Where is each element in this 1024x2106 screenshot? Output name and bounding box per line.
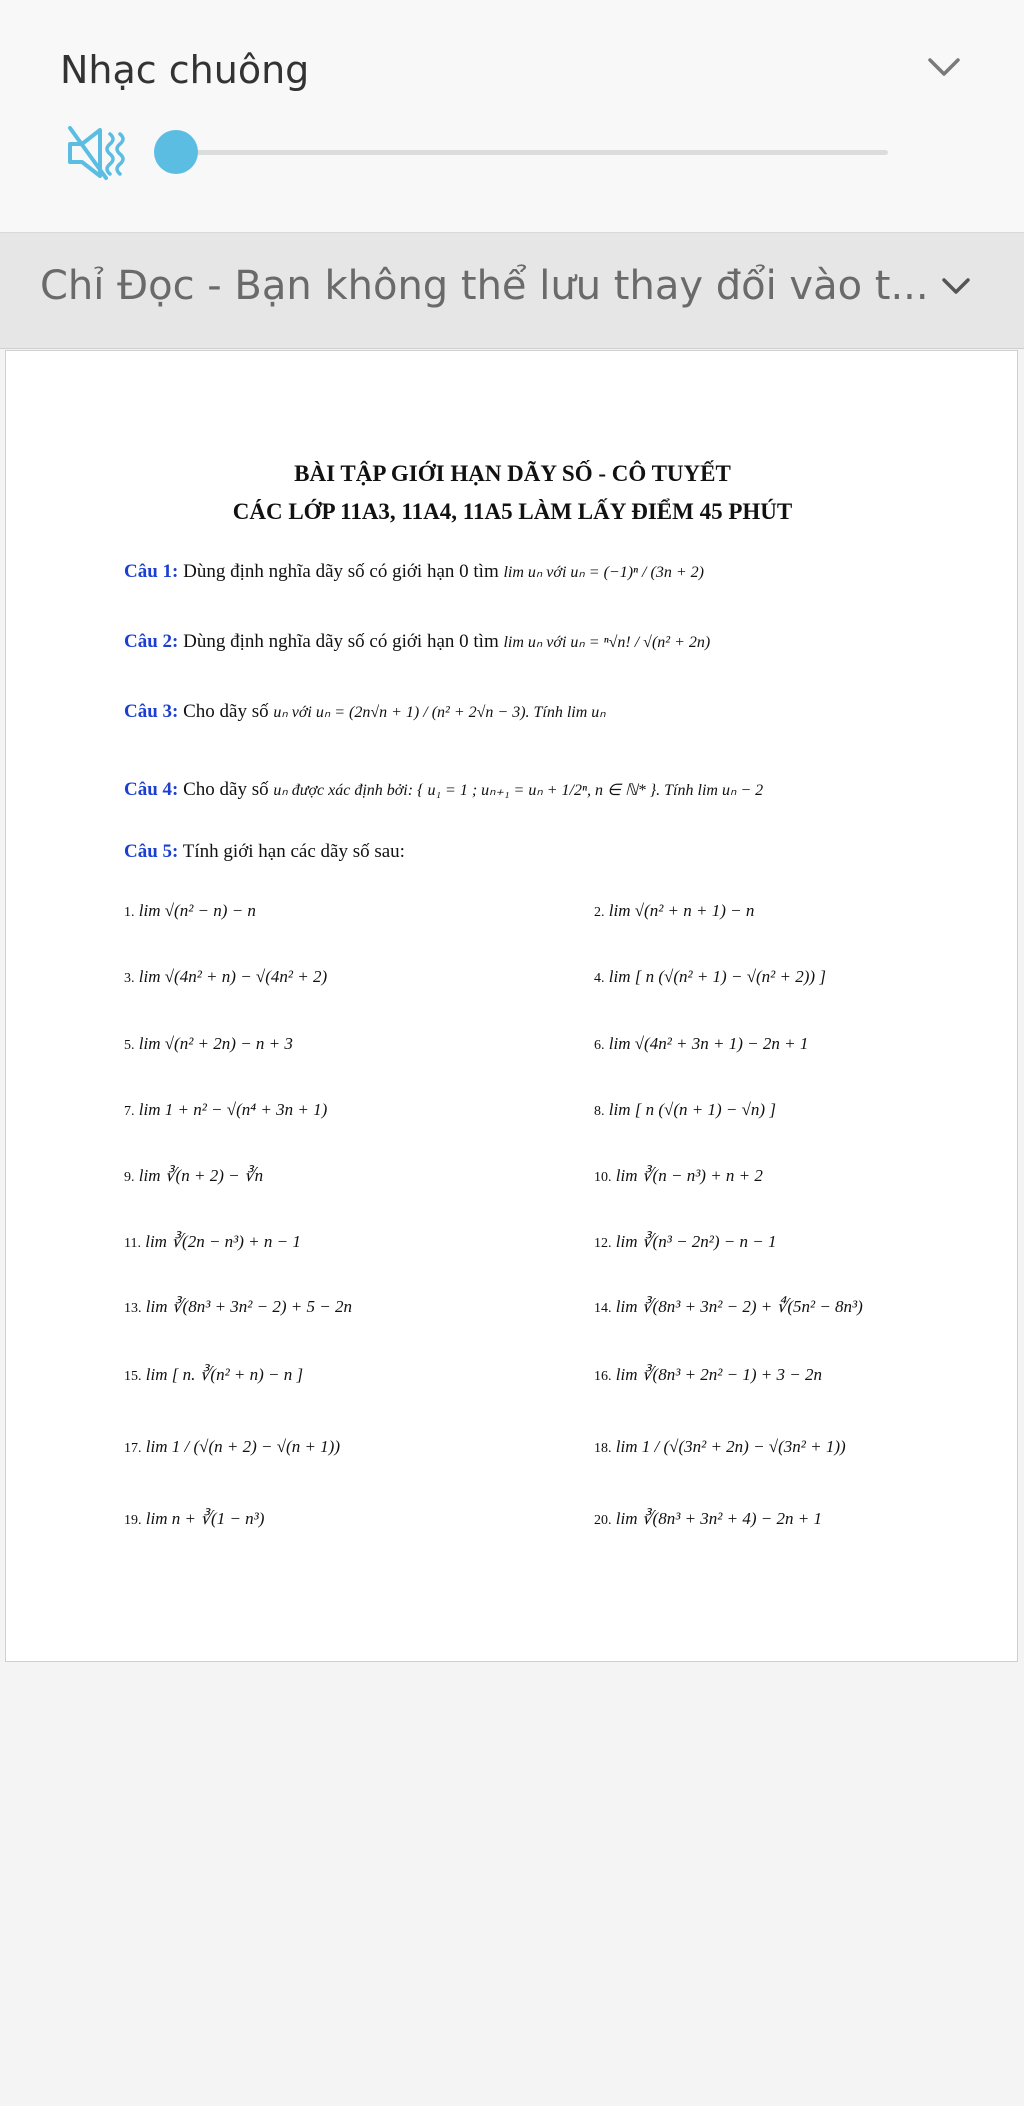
exercise-item	[594, 967, 826, 987]
question-text: Dùng định nghĩa dãy số có giới hạn 0 tìm	[183, 631, 499, 652]
question-text: Cho dãy số	[183, 779, 269, 800]
exercise-number: 6.	[594, 1038, 605, 1053]
question-math: lim uₙ với uₙ = (−1)ⁿ / (3n + 2)	[503, 564, 704, 581]
readonly-banner[interactable]	[0, 233, 1024, 349]
question-math: uₙ được xác định bởi: { u₁ = 1 ; uₙ₊₁ = uₙ + 1/2ⁿ, n ∈ ℕ* }. Tính lim uₙ − 2	[273, 782, 764, 799]
exercise-number: 13.	[124, 1301, 142, 1316]
exercise-item	[124, 1509, 264, 1529]
exercise-expression: lim 1 + n² − √(n⁴ + 3n + 1)	[138, 1100, 328, 1119]
exercise-number: 8.	[594, 1104, 605, 1119]
exercise-expression: lim ∛(2n − n³) + n − 1	[145, 1232, 301, 1251]
exercise-expression: lim ∛(n³ − 2n²) − n − 1	[615, 1232, 777, 1251]
exercise-expression: lim ∛(8n³ + 2n² − 1) + 3 − 2n	[615, 1365, 822, 1384]
exercise-number: 20.	[594, 1513, 612, 1528]
question-label: Câu 3:	[124, 701, 179, 722]
exercise-expression: lim [ n (√(n + 1) − √n) ]	[608, 1100, 776, 1119]
exercise-expression: lim ∛(8n³ + 3n² − 2) + ∜(5n² − 8n³)	[615, 1297, 863, 1316]
exercise-number: 5.	[124, 1038, 135, 1053]
exercise-number: 3.	[124, 971, 135, 986]
exercise-number: 18.	[594, 1441, 612, 1456]
exercise-item	[594, 901, 754, 921]
exercise-expression: lim ∛(8n³ + 3n² + 4) − 2n + 1	[615, 1509, 822, 1528]
exercise-item	[594, 1100, 776, 1120]
document-title-line1: BÀI TẬP GIỚI HẠN DÃY SỐ - CÔ TUYẾT	[294, 461, 731, 486]
exercise-expression: lim ∛(n − n³) + n + 2	[615, 1166, 763, 1185]
exercise-number: 1.	[124, 905, 135, 920]
exercise-number: 4.	[594, 971, 605, 986]
exercise-number: 19.	[124, 1513, 142, 1528]
exercise-item	[124, 1100, 327, 1120]
exercise-number: 16.	[594, 1369, 612, 1384]
exercise-item	[594, 1034, 808, 1054]
exercise-item	[124, 1034, 293, 1054]
question-label: Câu 5:	[124, 841, 179, 862]
question-3	[124, 701, 606, 723]
question-math: uₙ với uₙ = (2n√n + 1) / (n² + 2√n − 3). Tính lim uₙ	[273, 704, 606, 721]
exercise-item	[124, 901, 256, 921]
volume-slider-track[interactable]	[176, 150, 888, 155]
exercise-expression: lim √(n² + 2n) − n + 3	[138, 1034, 293, 1053]
volume-slider-thumb[interactable]	[154, 130, 198, 174]
exercise-expression: lim ∛(8n³ + 3n² − 2) + 5 − 2n	[145, 1297, 352, 1316]
exercise-item	[594, 1297, 863, 1317]
exercise-item	[124, 1437, 340, 1457]
question-math: lim uₙ với uₙ = ⁿ√n! / √(n² + 2n)	[503, 634, 711, 651]
volume-title: Nhạc chuông	[60, 48, 310, 92]
question-text: Dùng định nghĩa dãy số có giới hạn 0 tìm	[183, 561, 499, 582]
exercise-number: 9.	[124, 1170, 135, 1185]
chevron-down-icon[interactable]	[922, 46, 966, 90]
exercise-expression: lim ∛(n + 2) − ∛n	[138, 1166, 264, 1185]
exercise-number: 15.	[124, 1369, 142, 1384]
exercise-number: 10.	[594, 1170, 612, 1185]
exercise-expression: lim √(4n² + 3n + 1) − 2n + 1	[608, 1034, 809, 1053]
exercise-expression: lim n + ∛(1 − n³)	[145, 1509, 265, 1528]
chevron-down-icon[interactable]	[938, 268, 974, 304]
exercise-item	[594, 1232, 777, 1252]
exercise-expression: lim [ n (√(n² + 1) − √(n² + 2)) ]	[608, 967, 826, 986]
question-text: Tính giới hạn các dãy số sau:	[182, 841, 405, 862]
exercise-expression: lim √(n² − n) − n	[138, 901, 256, 920]
exercise-expression: lim 1 / (√(3n² + 2n) − √(3n² + 1))	[615, 1437, 846, 1456]
exercise-item	[594, 1365, 822, 1385]
exercise-expression: lim 1 / (√(n + 2) − √(n + 1))	[145, 1437, 340, 1456]
question-1	[124, 561, 704, 583]
exercise-item	[124, 1166, 263, 1186]
readonly-banner-text: Chỉ Đọc - Bạn không thể lưu thay đổi vào t...	[40, 263, 929, 309]
exercise-expression: lim √(n² + n + 1) − n	[608, 901, 755, 920]
exercise-item	[594, 1437, 846, 1457]
exercise-item	[124, 1365, 303, 1385]
document-title-line2: CÁC LỚP 11A3, 11A4, 11A5 LÀM LẤY ĐIỂM 45 PHÚT	[232, 499, 793, 524]
volume-panel	[0, 0, 1024, 233]
exercise-number: 7.	[124, 1104, 135, 1119]
exercise-item	[124, 1232, 301, 1252]
exercise-number: 11.	[124, 1236, 141, 1251]
exercise-item	[124, 1297, 352, 1317]
exercise-number: 14.	[594, 1301, 612, 1316]
exercise-item	[594, 1509, 822, 1529]
document-page	[5, 350, 1018, 1662]
exercise-expression: lim [ n. ∛(n² + n) − n ]	[145, 1365, 304, 1384]
exercise-item	[594, 1166, 763, 1186]
question-2	[124, 631, 710, 653]
question-4	[124, 779, 763, 801]
question-5	[124, 841, 405, 863]
exercise-number: 17.	[124, 1441, 142, 1456]
exercise-number: 12.	[594, 1236, 612, 1251]
question-label: Câu 4:	[124, 779, 179, 800]
exercise-number: 2.	[594, 905, 605, 920]
question-label: Câu 2:	[124, 631, 179, 652]
exercise-expression: lim √(4n² + n) − √(4n² + 2)	[138, 967, 328, 986]
exercise-item	[124, 967, 327, 987]
speaker-mute-icon[interactable]	[66, 124, 130, 182]
question-label: Câu 1:	[124, 561, 179, 582]
question-text: Cho dãy số	[183, 701, 269, 722]
